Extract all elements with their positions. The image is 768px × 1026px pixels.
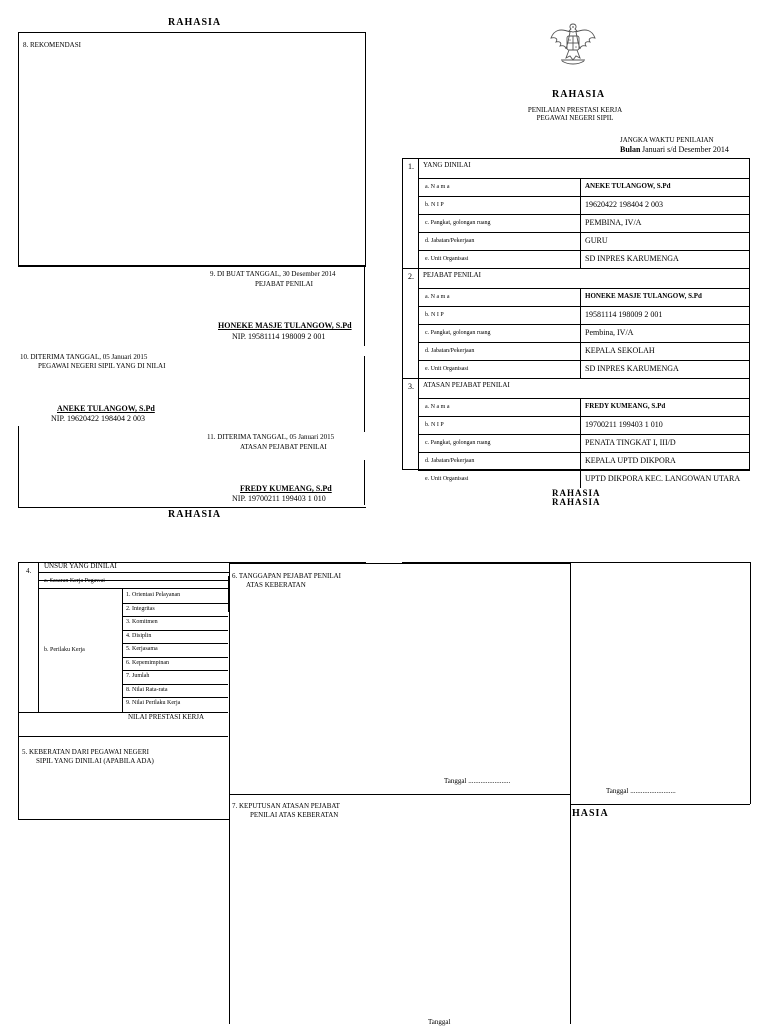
divider	[418, 250, 750, 251]
divider	[418, 398, 750, 399]
field-label: e. Unit Organisasi	[425, 366, 469, 372]
tanggapan-line-2: ATAS KEBERATAN	[246, 581, 306, 589]
field-label: b. N I P	[425, 312, 444, 318]
rahasia-title: RAHASIA	[552, 89, 606, 100]
field-label: e. Unit Organisasi	[425, 256, 469, 262]
field-label: b. N I P	[425, 422, 444, 428]
divider	[750, 562, 751, 804]
field-label: a. N a m a	[425, 294, 450, 300]
field-label: b. N I P	[425, 202, 444, 208]
perilaku-item: 4. Disiplin	[126, 632, 152, 639]
field-value: FREDY KUMEANG, S.Pd	[585, 402, 666, 410]
nilai-prestasi-label: NILAI PRESTASI KERJA	[128, 713, 205, 721]
section-number: 1.	[408, 162, 414, 171]
divider	[122, 643, 228, 644]
divider	[122, 697, 228, 698]
keberatan-line-2: SIPIL YANG DINILAI (APABILA ADA)	[36, 757, 154, 765]
perilaku-item: 5. Kerjasama	[126, 646, 158, 652]
keputusan-line-2: PENILAI ATAS KEBERATAN	[250, 811, 339, 819]
field-value: PEMBINA, IV/A	[585, 218, 642, 227]
rekomendasi-box	[18, 32, 366, 266]
divider	[364, 356, 365, 432]
field-value: KEPALA SEKOLAH	[585, 346, 655, 355]
divider	[122, 603, 228, 604]
section-title: PEJABAT PENILAI	[423, 271, 482, 279]
divider	[418, 342, 750, 343]
perilaku-item: 1. Orientasi Pelayanan	[126, 592, 181, 598]
divider	[364, 460, 365, 505]
tanggal-right: Tanggal ..........................	[606, 787, 676, 795]
tanggal-tanggapan: Tanggal ........................	[444, 777, 511, 785]
divider	[122, 588, 123, 712]
divider	[122, 657, 228, 658]
divider	[122, 684, 228, 685]
title-line-1: PENILAIAN PRESTASI KERJA	[527, 106, 623, 114]
perilaku-item: 9. Nilai Perilaku Kerja	[126, 700, 181, 706]
field-label: e. Unit Organisasi	[425, 476, 469, 482]
field-value: PENATA TINGKAT I, III/D	[585, 438, 676, 447]
divider	[418, 196, 750, 197]
perilaku-label: b. Perilaku Kerja	[44, 647, 85, 653]
atasan-name: FREDY KUMEANG, S.Pd	[240, 484, 332, 493]
rahasia-footer-2: RAHASIA	[552, 497, 601, 507]
divider	[418, 470, 750, 471]
field-value: ANEKE TULANGOW, S.Pd	[585, 182, 671, 190]
keberatan-line-1: 5. KEBERATAN DARI PEGAWAI NEGERI	[22, 748, 150, 756]
divider	[418, 452, 750, 453]
divider	[418, 360, 750, 361]
divider	[122, 630, 228, 631]
divider	[570, 804, 750, 805]
penilai-nip: NIP. 19581114 198009 2 001	[232, 332, 326, 341]
identity-table	[402, 158, 750, 470]
divider	[418, 434, 750, 435]
dibuat-tanggal: 9. DI BUAT TANGGAL, 30 Desember 2014	[210, 270, 336, 278]
section-title: YANG DINILAI	[423, 161, 471, 169]
divider	[38, 588, 228, 589]
divider	[418, 232, 750, 233]
rahasia-footer-1: RAHASIA	[552, 488, 601, 498]
divider	[418, 178, 750, 179]
field-value: 19620422 198404 2 003	[585, 200, 663, 209]
divider	[38, 562, 39, 712]
divider	[580, 398, 581, 488]
divider	[18, 426, 19, 508]
field-value: Pembina, IV/A	[585, 328, 634, 337]
perilaku-item: 6. Kepemimpinan	[126, 659, 169, 666]
diterima-tanggal-11: 11. DITERIMA TANGGAL, 05 Januari 2015	[207, 433, 335, 441]
section-number: 2.	[408, 272, 414, 281]
periode-value: Januari s/d Desember 2014	[642, 145, 729, 154]
divider	[580, 178, 581, 268]
rahasia-footer: RAHASIA	[168, 509, 222, 520]
perilaku-item: 2. Integritas	[126, 605, 155, 612]
field-label: c. Pangkat, golongan ruang	[425, 440, 491, 446]
jangka-waktu-label: JANGKA WAKTU PENILAIAN	[620, 136, 714, 144]
rahasia-partial: HASIA	[572, 808, 609, 819]
divider	[18, 266, 366, 267]
divider	[418, 214, 750, 215]
field-label: a. N a m a	[425, 404, 450, 410]
pns-name: ANEKE TULANGOW, S.Pd	[57, 404, 155, 413]
skp-label: a. Sasaran Kerja Pegawai	[44, 578, 105, 584]
field-label: c. Pangkat, golongan ruang	[425, 330, 491, 336]
field-value: SD INPRES KARUMENGA	[585, 254, 679, 263]
divider	[418, 416, 750, 417]
divider	[418, 158, 419, 470]
unsur-num: 4.	[26, 567, 32, 575]
divider	[229, 794, 571, 795]
divider	[418, 288, 750, 289]
divider	[580, 288, 581, 378]
unsur-title: UNSUR YANG DINILAI	[44, 562, 117, 570]
tanggapan-line-1: 6. TANGGAPAN PEJABAT PENILAI	[232, 572, 341, 580]
perilaku-item: 8. Nilai Rata-rata	[126, 686, 168, 693]
perilaku-item: 3. Komitmen	[126, 619, 158, 625]
divider	[122, 670, 228, 671]
perilaku-item: 7. Jumlah	[126, 673, 150, 679]
field-value: SD INPRES KARUMENGA	[585, 364, 679, 373]
garuda-emblem-icon	[548, 18, 598, 70]
field-value: GURU	[585, 236, 608, 245]
title-line-2: PEGAWAI NEGERI SIPIL	[536, 114, 614, 122]
keputusan-line-1: 7. KEPUTUSAN ATASAN PEJABAT	[232, 802, 340, 810]
field-value: HONEKE MASJE TULANGOW, S.Pd	[585, 292, 702, 300]
field-label: a. N a m a	[425, 184, 450, 190]
field-label: c. Pangkat, golongan ruang	[425, 220, 491, 226]
penilai-name: HONEKE MASJE TULANGOW, S.Pd	[218, 321, 352, 330]
pns-nip: NIP. 19620422 198404 2 003	[51, 414, 146, 423]
field-label: d. Jabatan/Pekerjaan	[425, 458, 475, 464]
field-label: d. Jabatan/Pekerjaan	[425, 238, 475, 244]
field-value: 19700211 199403 1 010	[585, 420, 663, 429]
tanggal-keputusan: Tanggal	[428, 1018, 451, 1026]
divider	[402, 268, 750, 269]
pns-dinilai-label: PEGAWAI NEGERI SIPIL YANG DI NILAI	[38, 362, 166, 370]
bulan-label: Bulan	[620, 145, 641, 154]
divider	[18, 736, 228, 737]
divider	[122, 616, 228, 617]
rahasia-header: RAHASIA	[168, 17, 222, 28]
atasan-nip: NIP. 19700211 199403 1 010	[232, 494, 326, 503]
field-value: 19581114 198009 2 001	[585, 310, 663, 319]
divider	[364, 266, 365, 346]
divider	[402, 378, 750, 379]
field-label: d. Jabatan/Pekerjaan	[425, 348, 475, 354]
rekomendasi-label: 8. REKOMENDASI	[23, 41, 81, 49]
divider	[418, 324, 750, 325]
diterima-tanggal-10: 10. DITERIMA TANGGAL, 05 Januari 2015	[20, 353, 148, 361]
section-title: ATASAN PEJABAT PENILAI	[423, 381, 510, 389]
pejabat-penilai-label: PEJABAT PENILAI	[255, 280, 314, 288]
section-number: 3.	[408, 382, 414, 391]
divider	[418, 306, 750, 307]
field-value: UPTD DIKPORA KEC. LANGOWAN UTARA	[585, 474, 741, 483]
divider	[18, 507, 366, 508]
field-value: KEPALA UPTD DIKPORA	[585, 456, 676, 465]
atasan-pejabat-label: ATASAN PEJABAT PENILAI	[240, 443, 327, 451]
